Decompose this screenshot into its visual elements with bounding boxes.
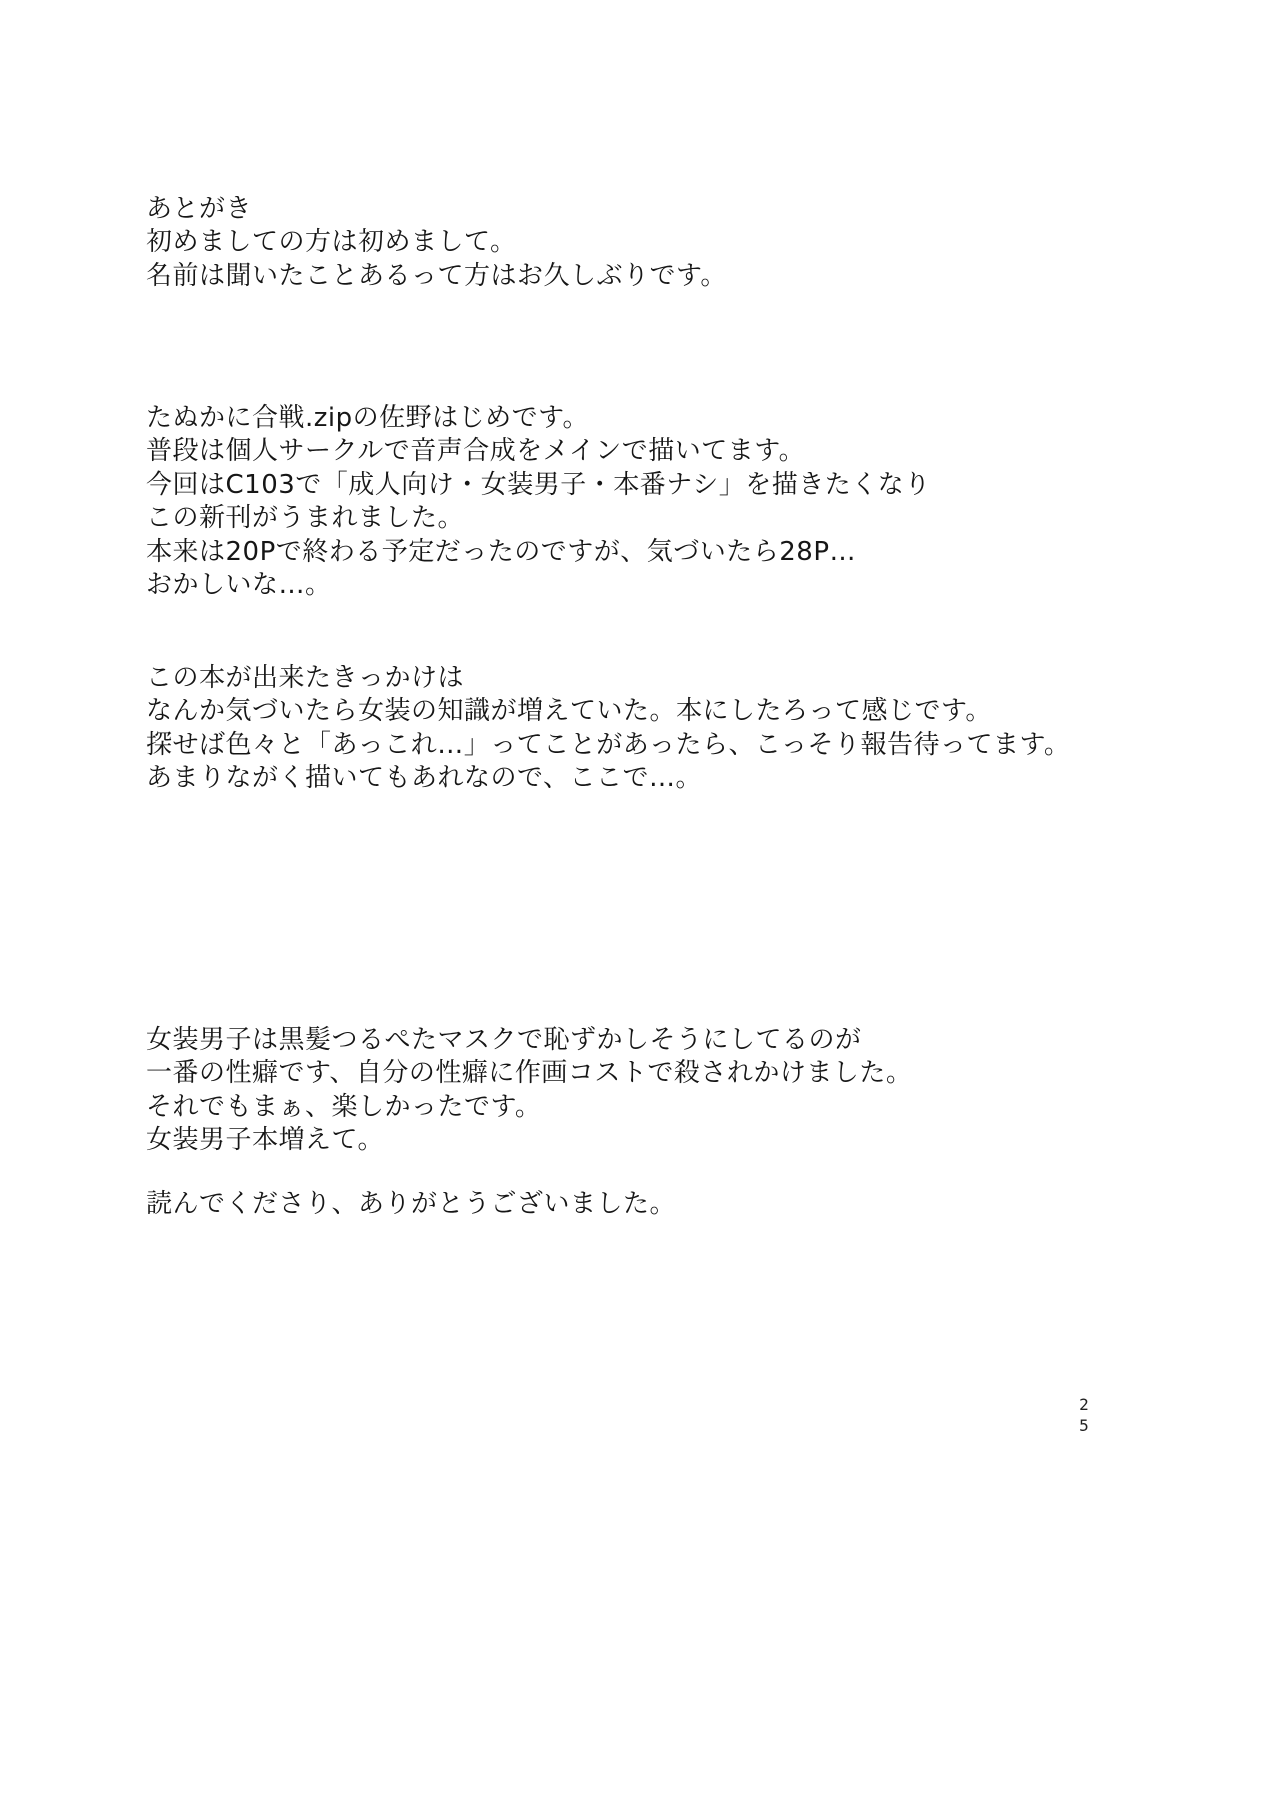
- reflection-line: 女装男子本増えて。: [146, 1125, 384, 1156]
- introduction-line: 今回はC103で「成人向け・女装男子・本番ナシ」を描きたくなり: [146, 469, 931, 500]
- closing-paragraph: [146, 1188, 676, 1221]
- introduction-line: この新刊がうまれました。: [146, 503, 465, 534]
- page-number: [1072, 1394, 1096, 1436]
- introduction-paragraph: [146, 402, 931, 602]
- origin-story-line: なんか気づいたら女装の知識が増えていた。本にしたろって感じです。: [146, 696, 992, 727]
- introduction-line: 普段は個人サークルで音声合成をメインで描いてます。: [146, 436, 806, 467]
- introduction-line: おかしいな…。: [146, 570, 332, 601]
- page-number-digit: 2: [1079, 1395, 1089, 1414]
- origin-story-paragraph: [146, 662, 1070, 796]
- reflection-line: それでもまぁ、楽しかったです。: [146, 1091, 542, 1122]
- greeting-line: 名前は聞いたことあるって方はお久しぶりです。: [146, 260, 727, 291]
- greeting-line: 初めましての方は初めまして。: [146, 227, 517, 258]
- origin-story-line: あまりながく描いてもあれなので、ここで…。: [146, 763, 702, 794]
- introduction-line: 本来は20Pで終わる予定だったのですが、気づいたら28P…: [146, 536, 857, 567]
- reflection-paragraph: [146, 1024, 912, 1158]
- page-number-digit: 5: [1079, 1416, 1089, 1435]
- closing-line: 読んでくださり、ありがとうございました。: [146, 1189, 677, 1219]
- reflection-line: 一番の性癖です、自分の性癖に作画コストで殺されかけました。: [146, 1058, 913, 1089]
- greeting-paragraph: [146, 193, 727, 293]
- introduction-line: たぬかに合戦.zipの佐野はじめです。: [146, 403, 590, 433]
- origin-story-line: 探せば色々と「あっこれ…」ってことがあったら、こっそり報告待ってます。: [146, 729, 1071, 760]
- reflection-line: 女装男子は黒髪つるぺたマスクで恥ずかしそうにしてるのが: [146, 1025, 862, 1055]
- afterword-title: あとがき: [146, 194, 253, 224]
- origin-story-line: この本が出来たきっかけは: [146, 663, 465, 693]
